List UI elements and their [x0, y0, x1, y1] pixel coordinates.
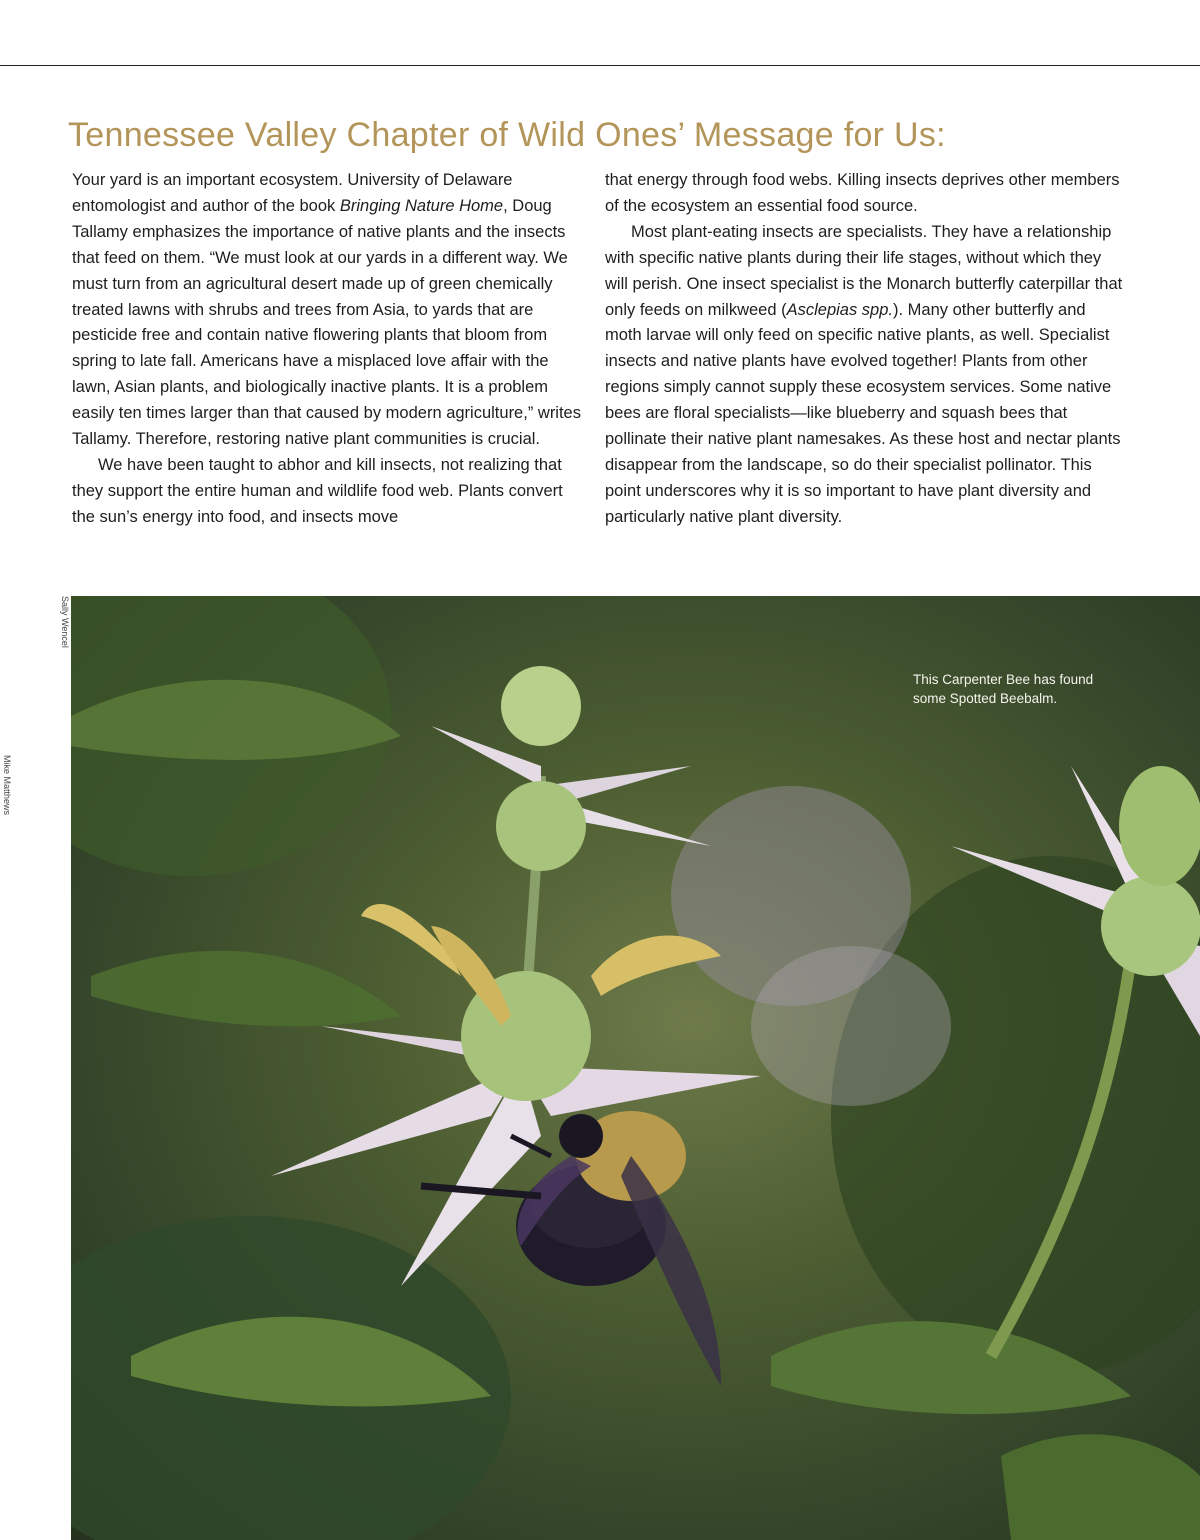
book-title: Bringing Nature Home — [339, 196, 504, 215]
right-paragraph-1: that energy through food webs. Killing insects deprives other members of the ecosystem an essential food source. — [605, 171, 1120, 215]
species-name: Asclepias spp. — [786, 300, 893, 319]
photo-credit-top: Sally Wencel — [60, 596, 70, 648]
right-paragraph-2 — [605, 220, 1125, 531]
top-rule — [0, 65, 1200, 66]
left-p1-text-a: Your yard is an important ecosystem. University of Delaware entomologist and author of the book — [72, 171, 513, 215]
left-paragraph-2: We have been taught to abhor and kill insects, not realizing that they support the entire human and wildlife food web. Plants convert the sun’s energy into food, and insects move — [72, 455, 563, 526]
right-column — [605, 168, 1125, 531]
left-column — [72, 168, 587, 531]
article-headline: Tennessee Valley Chapter of Wild Ones’ Message for Us: — [68, 116, 946, 154]
photo-illustration — [71, 596, 1200, 1540]
photo-caption: This Carpenter Bee has found some Spotted Beebalm. — [913, 672, 1094, 706]
photo-credit-side: Mike Matthews — [2, 755, 12, 816]
right-p2-text-b: ). Many other butterfly and moth larvae will only feed on specific native plants, as well. Specialist insects and native plants have evolved together! Plants from other regions simply cannot supply these ecosystem services. Some native bees are floral specialists—like blueberry and squash bees that pollinate their native plant namesakes. As these host and nectar plants disappear from the landscape, so do their specialist pollinator. This point underscores why it is so important to have plant diversity and particularly native plant diversity. — [605, 300, 1121, 526]
right-p2-text-a: Most plant-eating insects are specialists. They have a relationship with specific native plants during their life stages, without which they will perish. One insect specialist is the Monarch butterfly caterpillar that only feeds on milkweed ( — [605, 222, 1123, 319]
bee-on-beebalm-photo — [71, 596, 1200, 1540]
left-paragraph-1 — [72, 168, 587, 453]
left-p1-text-b: , Doug Tallamy emphasizes the importance of native plants and the insects that feed on them. “We must look at our yards in a different way. We must turn from an agricultural desert made up of green chemically treated lawns with shrubs and trees from Asia, to yards that are pesticide free and contain native flowering plants that bloom from spring to late fall. Americans have a misplaced love affair with the lawn, Asian plants, and biologically inactive plants. It is a problem easily ten times larger than that caused by modern agriculture,” writes Tallamy. Therefore, restoring native plant communities is crucial. — [72, 196, 581, 449]
